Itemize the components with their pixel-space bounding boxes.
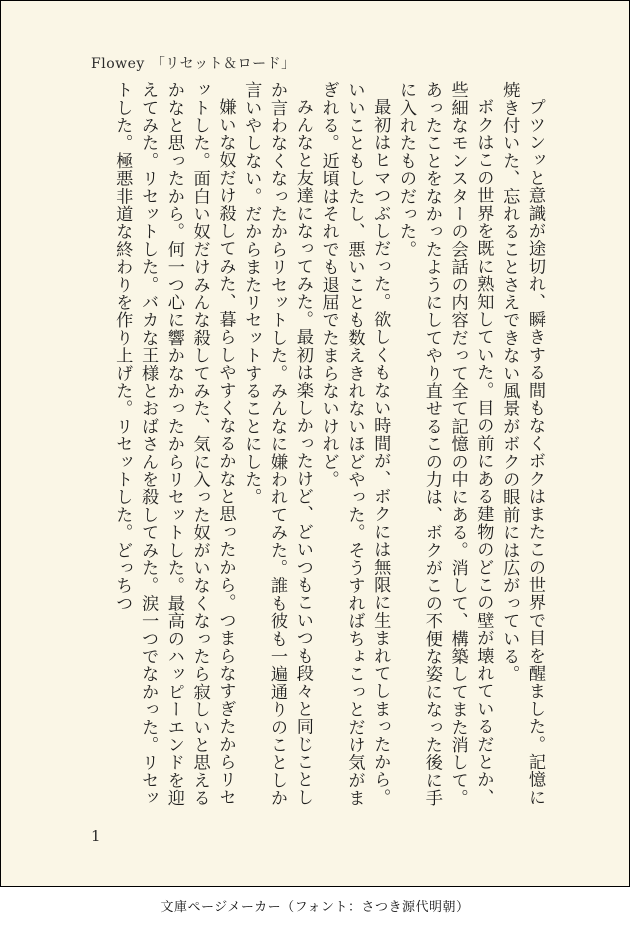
vertical-body-text — [87, 81, 547, 821]
paragraph: 嫌いな奴だけ殺してみた、暮らしやすくなるかなと思ったから。つまらなすぎたからリセットした。面白い奴だけみんな殺してみた、気に入った奴がいなくなったら寂しいと思えるかなと思ったから。何一つ心に響かなかったからリセットした。最高のハッピーエンドを迎えてみた。リセットした。バカな王様とおばさんを殺してみた。涙一つでなかった。リセットした。極悪非道な終わりを作り上げた。リセットした。どっちつ — [112, 81, 236, 807]
chapter-title: 「リセット＆ロード」 — [150, 56, 296, 72]
page-number: 1 — [91, 827, 101, 845]
work-title: Flowey — [91, 56, 145, 72]
paragraph: プツンッと意識が途切れ、瞬きする間もなくボクはまたこの世界で目を醒ました。記憶に焼き付いた、忘れることさえできない風景がボクの眼前には広がっている。 — [499, 81, 545, 807]
page-header — [91, 53, 296, 73]
paragraph: ボクはこの世界を既に熟知していた。目の前にある建物のどこの壁が壊れているだとか、些細なモンスターの会話の内容だって全て記憶の中にある。消して、構築してまた消して。あったことをなかったようにしてやり直せるこの力は、ボクがこの不便な姿になった後に手に入れたものだった。 — [396, 81, 494, 807]
footer-credit: 文庫ページメーカー（フォント：さつき源代明朝） — [160, 900, 470, 915]
paragraph: 最初はヒマつぶしだった。欲しくもない時間が、ボクには無限に生まれてしまったから。いいこともしたし、悪いことも数えきれないほどやった。そうすればちょこっとだけ気がまぎれる。近頃はそれでも退屈でたまらないけれど。 — [318, 81, 391, 807]
paragraph: みんなと友達になってみた。最初は楽しかったけど、どいつもこいつも段々と同じことしか言わなくなったからリセットした。みんなに嫌われてみた。誰も彼も一遍通りのことしか言いやしない。だからまたリセットすることにした。 — [241, 81, 313, 807]
